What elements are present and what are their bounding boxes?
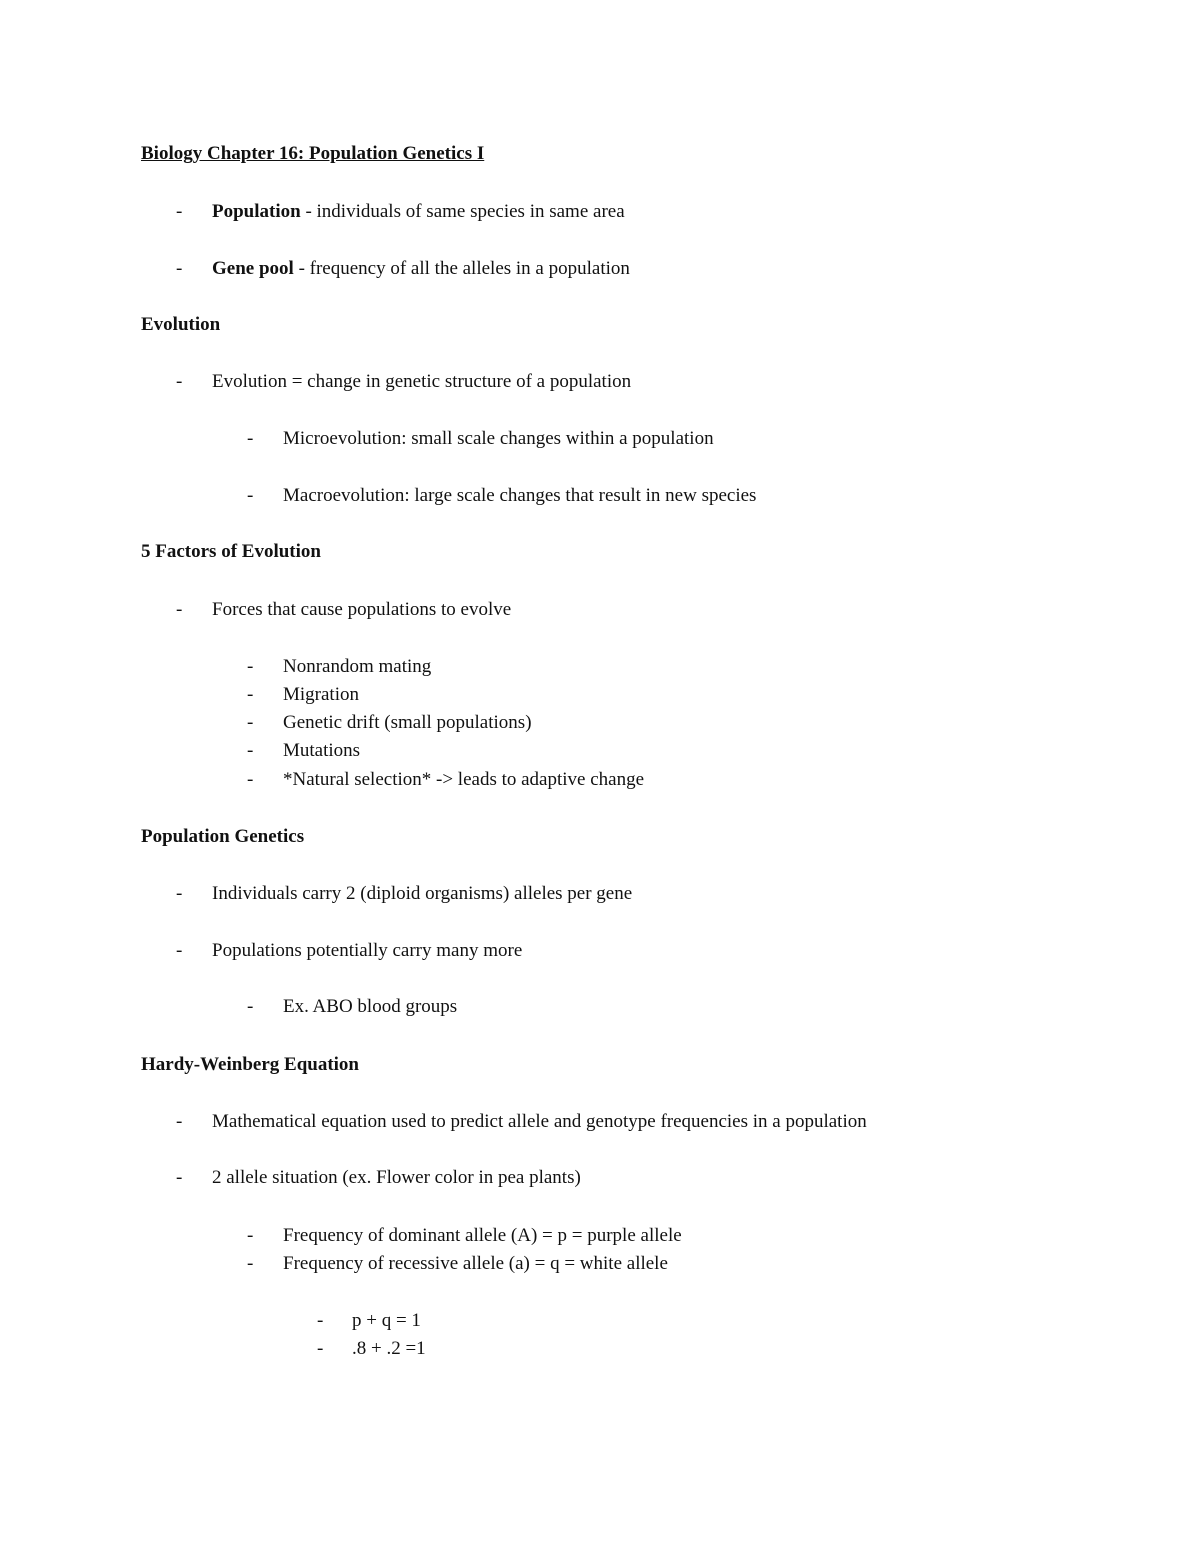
bullet-dash: -	[247, 1253, 254, 1274]
list-item: Frequency of recessive allele (a) = q = white allele	[283, 1253, 668, 1274]
bullet-dash: -	[247, 740, 254, 761]
bullet-dash: -	[176, 201, 183, 222]
list-item: Mutations	[283, 740, 361, 761]
list-item: Microevolution: small scale changes within a population	[283, 428, 714, 449]
bullet-dash: -	[176, 258, 183, 279]
document-title: Biology Chapter 16: Population Genetics I	[141, 143, 485, 164]
bullet-dash: -	[247, 996, 254, 1017]
definition-text: - frequency of all the alleles in a population	[293, 258, 630, 279]
list-item: Genetic drift (small populations)	[283, 712, 532, 733]
equation-item: p + q = 1	[352, 1310, 421, 1331]
list-item: Ex. ABO blood groups	[283, 996, 458, 1017]
list-item: Evolution = change in genetic structure of a population	[212, 371, 632, 392]
bullet-dash: -	[247, 428, 254, 449]
list-item: Forces that cause populations to evolve	[212, 599, 512, 620]
section-heading-evolution: Evolution	[141, 314, 221, 335]
bullet-dash: -	[176, 371, 183, 392]
bullet-dash: -	[247, 684, 254, 705]
list-item: Individuals carry 2 (diploid organisms) alleles per gene	[212, 883, 633, 904]
term-label: Gene pool	[212, 258, 294, 279]
list-item: Macroevolution: large scale changes that result in new species	[283, 485, 757, 506]
list-item: Frequency of dominant allele (A) = p = purple allele	[283, 1225, 682, 1246]
list-item: Nonrandom mating	[283, 656, 432, 677]
bullet-dash: -	[317, 1310, 324, 1331]
bullet-dash: -	[247, 1225, 254, 1246]
term-label: Population	[212, 201, 301, 222]
definition-text: - individuals of same species in same area	[300, 201, 625, 222]
list-item: Populations potentially carry many more	[212, 940, 523, 961]
list-item: Migration	[283, 684, 359, 705]
definition-gene-pool	[212, 258, 630, 280]
bullet-dash: -	[317, 1338, 324, 1359]
equation-item: .8 + .2 =1	[352, 1338, 426, 1359]
bullet-dash: -	[247, 712, 254, 733]
section-heading-hardy-weinberg: Hardy-Weinberg Equation	[141, 1054, 359, 1075]
bullet-dash: -	[247, 656, 254, 677]
bullet-dash: -	[176, 1111, 183, 1132]
bullet-dash: -	[247, 485, 254, 506]
bullet-dash: -	[176, 883, 183, 904]
list-item: 2 allele situation (ex. Flower color in pea plants)	[212, 1167, 581, 1188]
bullet-dash: -	[247, 769, 254, 790]
bullet-dash: -	[176, 1167, 183, 1188]
list-item: *Natural selection* -> leads to adaptive change	[283, 769, 645, 790]
list-item: Mathematical equation used to predict allele and genotype frequencies in a population	[212, 1111, 867, 1132]
bullet-dash: -	[176, 940, 183, 961]
definition-population	[212, 201, 625, 223]
bullet-dash: -	[176, 599, 183, 620]
section-heading-population-genetics: Population Genetics	[141, 826, 305, 847]
section-heading-factors: 5 Factors of Evolution	[141, 541, 321, 562]
